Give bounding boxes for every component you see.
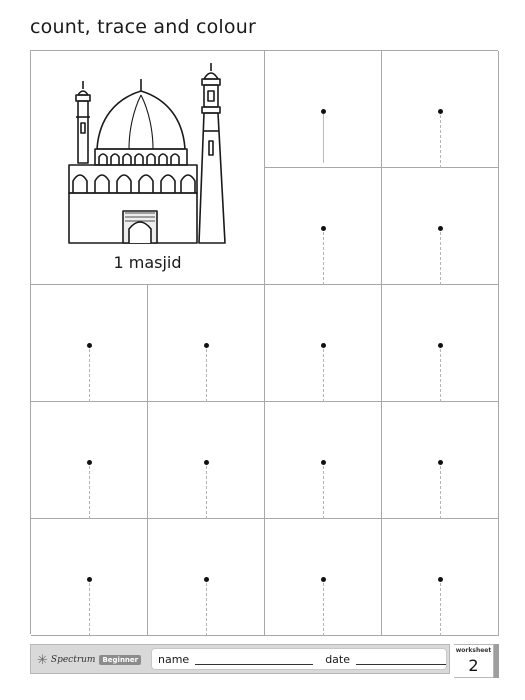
start-dot bbox=[87, 460, 92, 465]
start-dot bbox=[321, 577, 326, 582]
worksheet-label: worksheet bbox=[455, 647, 492, 654]
trace-cell[interactable] bbox=[148, 402, 265, 519]
start-dot bbox=[438, 343, 443, 348]
worksheet-instruction: count, trace and colour bbox=[30, 16, 256, 38]
trace-line bbox=[323, 349, 324, 402]
start-dot bbox=[87, 343, 92, 348]
start-dot bbox=[438, 577, 443, 582]
start-dot bbox=[321, 460, 326, 465]
trace-line bbox=[89, 349, 90, 402]
trace-cell[interactable] bbox=[265, 285, 382, 402]
name-label: name bbox=[158, 652, 190, 666]
start-dot bbox=[438, 226, 443, 231]
trace-line bbox=[440, 349, 441, 402]
trace-line bbox=[206, 583, 207, 636]
trace-cell[interactable] bbox=[265, 51, 382, 168]
date-field[interactable] bbox=[356, 654, 446, 665]
picture-caption: 1 masjid bbox=[113, 253, 182, 272]
level-badge: Beginner bbox=[99, 655, 141, 665]
trace-line bbox=[440, 115, 441, 168]
trace-line bbox=[206, 466, 207, 519]
start-dot bbox=[321, 343, 326, 348]
trace-cell[interactable] bbox=[382, 168, 499, 285]
trace-line bbox=[440, 583, 441, 636]
trace-cell[interactable] bbox=[265, 402, 382, 519]
trace-cell[interactable] bbox=[31, 519, 148, 636]
star-icon: ✳ bbox=[37, 652, 48, 668]
trace-cell[interactable] bbox=[265, 519, 382, 636]
trace-cell[interactable] bbox=[382, 519, 499, 636]
start-dot bbox=[204, 343, 209, 348]
trace-cell[interactable] bbox=[382, 402, 499, 519]
trace-cell[interactable] bbox=[382, 51, 499, 168]
worksheet-tab-bar bbox=[494, 644, 499, 678]
trace-line bbox=[89, 583, 90, 636]
name-field[interactable] bbox=[195, 654, 313, 665]
brand-name: Spectrum bbox=[50, 655, 96, 665]
picture-cell bbox=[31, 51, 265, 285]
trace-line bbox=[440, 232, 441, 285]
trace-cell[interactable] bbox=[31, 285, 148, 402]
trace-cell[interactable] bbox=[148, 285, 265, 402]
trace-line bbox=[323, 113, 324, 163]
trace-line bbox=[323, 466, 324, 519]
trace-line bbox=[89, 466, 90, 519]
trace-cell[interactable] bbox=[148, 519, 265, 636]
worksheet-footer bbox=[30, 644, 450, 674]
publisher-logo bbox=[37, 651, 141, 669]
start-dot bbox=[321, 226, 326, 231]
trace-line bbox=[323, 583, 324, 636]
name-date-box bbox=[151, 648, 447, 670]
tracing-grid bbox=[30, 50, 498, 634]
date-label: date bbox=[325, 652, 351, 666]
trace-line bbox=[440, 466, 441, 519]
trace-line bbox=[323, 232, 324, 285]
mosque-icon bbox=[67, 61, 229, 251]
start-dot bbox=[204, 460, 209, 465]
start-dot bbox=[438, 460, 443, 465]
start-dot bbox=[438, 109, 443, 114]
start-dot bbox=[321, 109, 326, 114]
worksheet-tab bbox=[454, 644, 494, 678]
worksheet-number: 2 bbox=[468, 656, 479, 675]
trace-cell[interactable] bbox=[382, 285, 499, 402]
trace-cell[interactable] bbox=[265, 168, 382, 285]
start-dot bbox=[204, 577, 209, 582]
start-dot bbox=[87, 577, 92, 582]
trace-cell[interactable] bbox=[31, 402, 148, 519]
trace-line bbox=[206, 349, 207, 402]
